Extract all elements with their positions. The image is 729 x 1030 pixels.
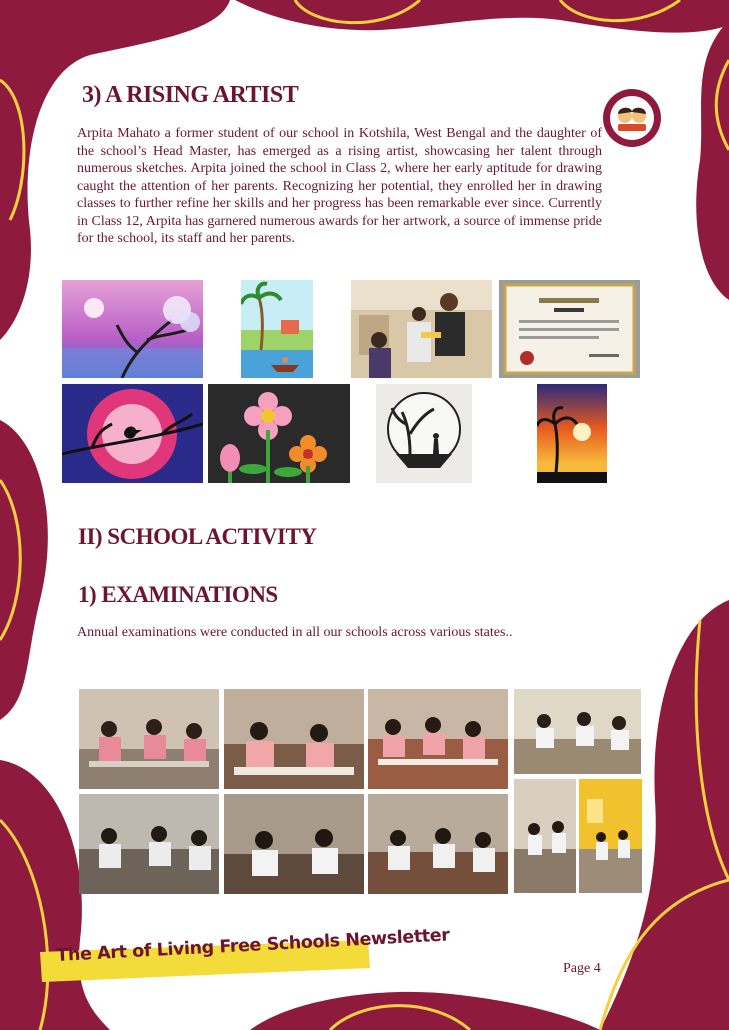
artwork-palm-tree-boat: [241, 280, 313, 378]
photo-exam-classroom-3: [368, 689, 508, 789]
section-heading-examinations: 1) EXAMINATIONS: [78, 582, 278, 607]
photo-exam-classroom-6: [224, 794, 364, 894]
examinations-paragraph: Annual examinations were conducted in all our schools across various states..: [77, 625, 513, 640]
photo-award-ceremony: [351, 280, 492, 378]
artwork-bird-silhouette-moon: [62, 384, 203, 483]
artwork-sunset-palm: [537, 384, 607, 483]
section-heading-rising-artist: 3) A RISING ARTIST: [82, 82, 299, 108]
artwork-pink-moon-tree: [62, 280, 203, 378]
rising-artist-paragraph: Arpita Mahato a former student of our school in Kotshila, West Bengal and the daughter of the school’s Head Master, has emerged as a rising artist, showcasing her talent through numerous sketches. Arpita joined the school in Class 2, where her early aptitude for drawing caught the attention of her parents. Recognizing her potential, they enrolled her in drawing classes to further refine her skills and her progress has been remarkable ever since. Currently in Class 12, Arpita has garnered numerous awards for her artwork, a source of immense pride for the school, its staff and her parents.: [77, 126, 602, 246]
artwork-girl-under-tree: [376, 384, 472, 483]
photo-exam-classroom-2: [224, 689, 364, 789]
photo-exam-classroom-4: [514, 689, 641, 774]
photo-exam-classroom-1: [79, 689, 219, 789]
section-heading-school-activity: II) SCHOOL ACTIVITY: [78, 524, 317, 549]
newsletter-title: The Art of Living Free Schools Newsletter: [56, 925, 450, 966]
page-number: Page 4: [563, 961, 601, 976]
photo-exam-classroom-7: [368, 794, 508, 894]
photo-exam-classroom-5: [79, 794, 219, 894]
school-logo-icon: [602, 88, 662, 148]
photo-certificate: [499, 280, 640, 378]
photo-exam-classroom-8: [514, 779, 576, 893]
photo-exam-classroom-9: [579, 779, 642, 893]
artwork-flowers: [208, 384, 350, 483]
